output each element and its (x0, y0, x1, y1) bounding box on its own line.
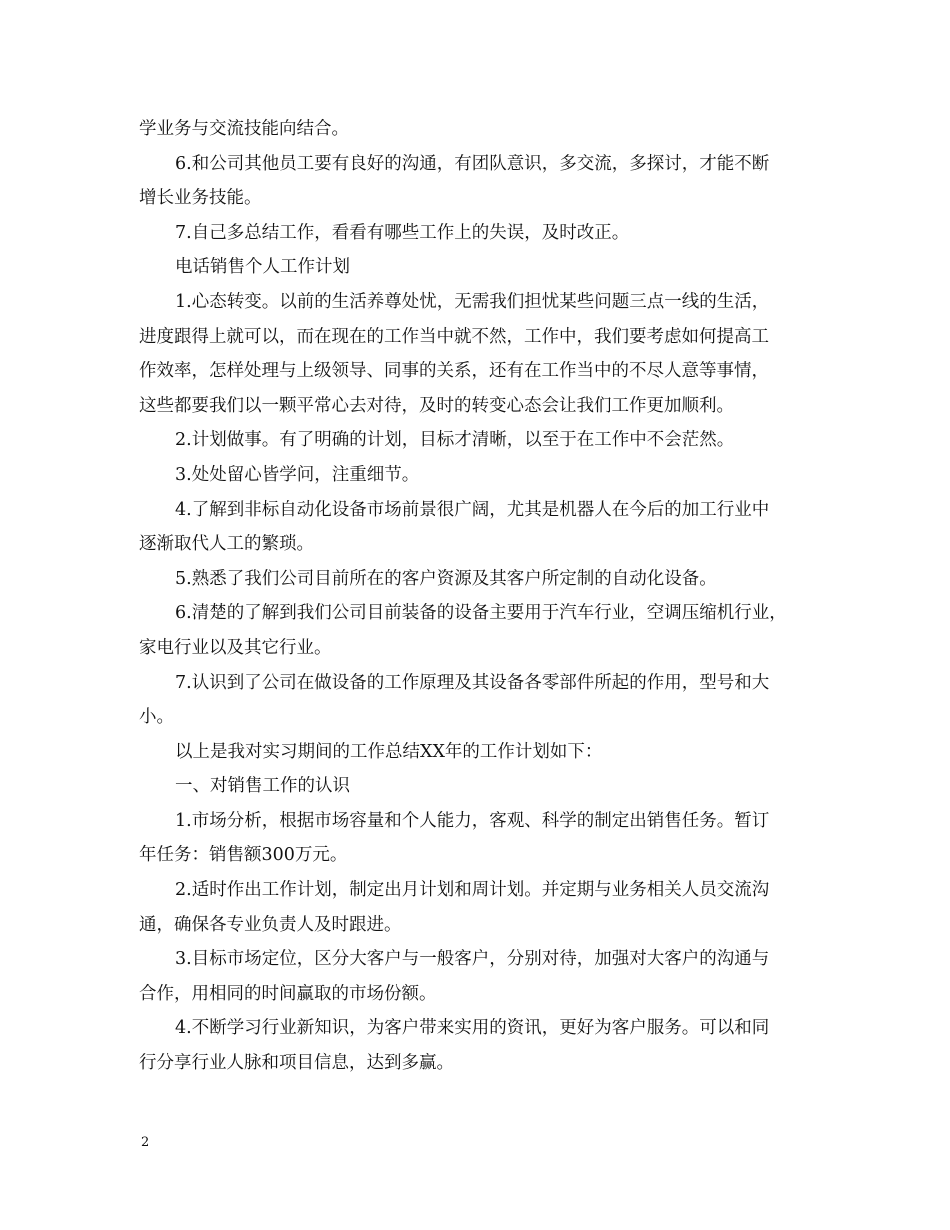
text-line: 1.市场分析，根据市场容量和个人能力，客观、科学的制定出销售任务。暂订 (175, 810, 770, 831)
text-line: 这些都要我们以一颗平常心去对待，及时的转变心态会让我们工作更加顺利。 (139, 395, 734, 416)
document-body (139, 112, 819, 1081)
text-line: 行分享行业人脉和项目信息，达到多赢。 (139, 1053, 454, 1074)
text-line: 3.目标市场定位，区分大客户与一般客户，分别对待，加强对大客户的沟通与 (175, 949, 770, 970)
text-line: 6.清楚的了解到我们公司目前装备的设备主要用于汽车行业，空调压缩机行业， (175, 603, 787, 624)
text-line: 2.计划做事。有了明确的计划，目标才清晰，以至于在工作中不会茫然。 (175, 430, 735, 451)
text-line: 6.和公司其他员工要有良好的沟通，有团队意识，多交流，多探讨，才能不断 (175, 153, 770, 174)
section-heading: 电话销售个人工作计划 (175, 257, 350, 278)
text-line: 合作，用相同的时间赢取的市场份额。 (139, 983, 437, 1004)
text-line: 2.适时作出工作计划，制定出月计划和周计划。并定期与业务相关人员交流沟 (175, 880, 770, 901)
text-line: 学业务与交流技能向结合。 (139, 119, 349, 139)
text-line: 增长业务技能。 (139, 188, 262, 209)
text-line: 3.处处留心皆学问，注重细节。 (175, 464, 420, 485)
text-line: 年任务：销售额300万元。 (139, 845, 348, 866)
page-number: 2 (141, 1135, 150, 1150)
text-line: 小。 (139, 707, 174, 728)
text-line: 以上是我对实习期间的工作总结XX年的工作计划如下： (175, 741, 603, 762)
text-line: 4.不断学习行业新知识，为客户带来实用的资讯，更好为客户服务。可以和同 (175, 1018, 770, 1039)
section-heading: 一、对销售工作的认识 (175, 776, 350, 797)
text-line: 4.了解到非标自动化设备市场前景很广阔，尤其是机器人在今后的加工行业中 (175, 499, 770, 520)
text-line: 家电行业以及其它行业。 (139, 637, 332, 658)
text-line: 逐渐取代人工的繁琐。 (139, 534, 314, 555)
text-line: 作效率，怎样处理与上级领导、同事的关系，还有在工作当中的不尽人意等事情， (139, 361, 769, 382)
text-line: 进度跟得上就可以，而在现在的工作当中就不然，工作中，我们要考虑如何提高工 (139, 326, 769, 347)
text-line: 7.认识到了公司在做设备的工作原理及其设备各零部件所起的作用，型号和大 (175, 672, 770, 693)
text-line: 1.心态转变。以前的生活养尊处忧，无需我们担忧某些问题三点一线的生活， (175, 291, 770, 312)
text-line: 7.自己多总结工作，看看有哪些工作上的失误，及时改正。 (175, 222, 630, 243)
text-line: 5.熟悉了我们公司目前所在的客户资源及其客户所定制的自动化设备。 (175, 568, 717, 589)
text-line: 通，确保各专业负责人及时跟进。 (139, 914, 402, 935)
